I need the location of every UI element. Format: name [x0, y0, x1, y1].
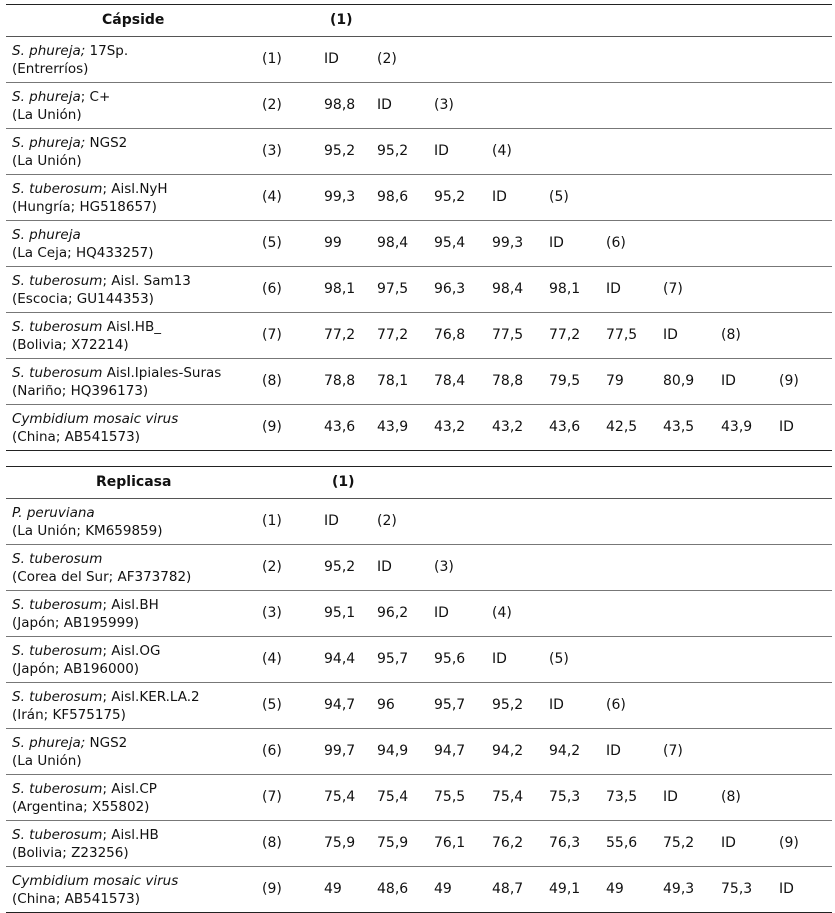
isolate-origin: (China; AB541573) [12, 891, 140, 907]
isolate-label [12, 550, 191, 586]
row-index: (9) [262, 881, 282, 897]
table-row [6, 313, 832, 359]
isolate-origin: (Irán; KF575175) [12, 707, 126, 723]
identity-value: (4) [492, 605, 512, 621]
identity-value: 95,7 [377, 651, 409, 667]
table-title: Cápside [102, 12, 165, 28]
identity-value: 43,2 [434, 419, 466, 435]
identity-value: ID [434, 605, 449, 621]
identity-value: 95,1 [324, 605, 356, 621]
row-index: (5) [262, 235, 282, 251]
identity-value: 95,2 [377, 143, 409, 159]
table-row [6, 775, 832, 821]
table-row [6, 221, 832, 267]
identity-value: ID [606, 281, 621, 297]
identity-value: 49,3 [663, 881, 695, 897]
species-name: S. phureja; [12, 135, 86, 151]
identity-value: ID [492, 189, 507, 205]
species-name: S. tuberosum [12, 551, 103, 567]
species-name: S. tuberosum [12, 319, 103, 335]
identity-value: 99,3 [324, 189, 356, 205]
identity-value: 75,9 [324, 835, 356, 851]
row-index: (6) [262, 743, 282, 759]
row-index: (8) [262, 835, 282, 851]
identity-value: 95,2 [324, 143, 356, 159]
species-name: S. tuberosum [12, 827, 103, 843]
isolate-origin: (La Unión) [12, 107, 82, 123]
table-row [6, 683, 832, 729]
table-row [6, 267, 832, 313]
identity-value: (8) [721, 789, 741, 805]
identity-value: ID [377, 97, 392, 113]
identity-value: ID [549, 235, 564, 251]
isolate-origin: (Corea del Sur; AF373782) [12, 569, 192, 585]
table-row [6, 83, 832, 129]
isolate-origin: (Japón; AB195999) [12, 615, 140, 631]
identity-value: ID [549, 697, 564, 713]
identity-value: 43,5 [663, 419, 695, 435]
capside-table [6, 4, 832, 451]
identity-value: 79,5 [549, 373, 581, 389]
table-title: Replicasa [96, 474, 172, 490]
identity-value: (9) [779, 373, 799, 389]
table-header [6, 466, 832, 499]
isolate-origin: (La Unión) [12, 153, 82, 169]
identity-value: 55,6 [606, 835, 638, 851]
identity-value: (5) [549, 189, 569, 205]
identity-value: 96,3 [434, 281, 466, 297]
isolate-label [12, 88, 110, 124]
identity-value: 77,2 [377, 327, 409, 343]
identity-value: ID [377, 559, 392, 575]
identity-value: 94,7 [434, 743, 466, 759]
identity-value: 75,4 [377, 789, 409, 805]
isolate-label [12, 872, 178, 908]
species-name: P. peruviana [12, 505, 95, 521]
identity-value: 94,2 [492, 743, 524, 759]
identity-value: ID [324, 51, 339, 67]
row-index: (1) [262, 513, 282, 529]
species-name: S. phureja; [12, 735, 86, 751]
isolate-label [12, 826, 159, 862]
identity-value: ID [492, 651, 507, 667]
row-index: (4) [262, 189, 282, 205]
identity-value: 95,6 [434, 651, 466, 667]
identity-value: (4) [492, 143, 512, 159]
identity-value: 96 [377, 697, 395, 713]
identity-value: ID [663, 327, 678, 343]
isolate-label [12, 780, 157, 816]
identity-value: ID [779, 881, 794, 897]
identity-value: 96,2 [377, 605, 409, 621]
identity-value: 49,1 [549, 881, 581, 897]
identity-value: (2) [377, 51, 397, 67]
row-index: (3) [262, 143, 282, 159]
isolate-label [12, 226, 154, 262]
table-body [6, 37, 832, 451]
isolate-label [12, 364, 221, 400]
identity-value: 79 [606, 373, 624, 389]
table-header [6, 4, 832, 37]
identity-value: 94,7 [324, 697, 356, 713]
identity-value: 98,1 [324, 281, 356, 297]
isolate-label [12, 180, 168, 216]
identity-value: 43,6 [324, 419, 356, 435]
identity-value: 98,4 [377, 235, 409, 251]
isolate-origin: (Hungría; HG518657) [12, 199, 157, 215]
identity-value: 42,5 [606, 419, 638, 435]
column-header: (1) [330, 12, 353, 28]
isolate-name: ; Aisl.HB [102, 827, 159, 843]
isolate-origin: (China; AB541573) [12, 429, 140, 445]
species-name: S. tuberosum [12, 597, 103, 613]
identity-value: 94,4 [324, 651, 356, 667]
identity-value: ID [663, 789, 678, 805]
isolate-name: NGS2 [85, 135, 128, 151]
identity-value: 49 [324, 881, 342, 897]
table-row [6, 821, 832, 867]
identity-value: (5) [549, 651, 569, 667]
isolate-origin: (La Unión) [12, 753, 82, 769]
identity-value: 77,2 [549, 327, 581, 343]
species-name: S. phureja [12, 227, 81, 243]
identity-value: (3) [434, 97, 454, 113]
identity-value: 97,5 [377, 281, 409, 297]
species-name: S. tuberosum [12, 643, 103, 659]
table-body [6, 499, 832, 913]
identity-value: 95,2 [492, 697, 524, 713]
isolate-label [12, 642, 160, 678]
isolate-label [12, 318, 161, 354]
isolate-label [12, 734, 127, 770]
identity-value: 95,2 [434, 189, 466, 205]
identity-value: (6) [606, 697, 626, 713]
species-name: Cymbidium mosaic virus [12, 411, 179, 427]
species-name: S. tuberosum [12, 273, 103, 289]
identity-value: 75,2 [663, 835, 695, 851]
identity-value: (6) [606, 235, 626, 251]
isolate-origin: (Entrerríos) [12, 61, 89, 77]
table-row [6, 175, 832, 221]
isolate-origin: (Nariño; HQ396173) [12, 383, 149, 399]
column-header: (1) [332, 474, 355, 490]
table-row [6, 545, 832, 591]
species-name: S. phureja; [12, 43, 86, 59]
species-name: S. tuberosum [12, 689, 103, 705]
identity-value: 78,1 [377, 373, 409, 389]
species-name: S. phureja [12, 89, 81, 105]
table-row [6, 867, 832, 913]
identity-value: 98,1 [549, 281, 581, 297]
identity-value: 76,2 [492, 835, 524, 851]
identity-value: ID [721, 373, 736, 389]
isolate-origin: (Escocia; GU144353) [12, 291, 154, 307]
identity-value: 43,9 [721, 419, 753, 435]
table-row [6, 37, 832, 83]
row-index: (8) [262, 373, 282, 389]
species-name: Cymbidium mosaic virus [12, 873, 179, 889]
identity-value: 78,8 [492, 373, 524, 389]
isolate-name: Aisl.HB_ [102, 319, 161, 335]
isolate-origin: (La Ceja; HQ433257) [12, 245, 154, 261]
identity-value: 76,3 [549, 835, 581, 851]
identity-value: 99 [324, 235, 342, 251]
isolate-name: Aisl.Ipiales-Suras [102, 365, 222, 381]
identity-value: (9) [779, 835, 799, 851]
species-name: S. tuberosum [12, 365, 103, 381]
isolate-name: 17Sp. [85, 43, 129, 59]
identity-value: 95,2 [324, 559, 356, 575]
row-index: (4) [262, 651, 282, 667]
isolate-name: ; Aisl.OG [102, 643, 161, 659]
identity-value: 98,6 [377, 189, 409, 205]
identity-value: 75,3 [549, 789, 581, 805]
table-row [6, 405, 832, 451]
isolate-label [12, 410, 178, 446]
isolate-name: ; Aisl.CP [102, 781, 157, 797]
identity-value: 95,7 [434, 697, 466, 713]
identity-value: 77,5 [606, 327, 638, 343]
identity-value: (7) [663, 743, 683, 759]
identity-value: (8) [721, 327, 741, 343]
isolate-origin: (La Unión; KM659859) [12, 523, 163, 539]
identity-value: 99,7 [324, 743, 356, 759]
identity-value: 43,6 [549, 419, 581, 435]
isolate-label [12, 134, 127, 170]
identity-value: 48,6 [377, 881, 409, 897]
identity-value: 75,3 [721, 881, 753, 897]
identity-value: 77,5 [492, 327, 524, 343]
identity-value: 98,4 [492, 281, 524, 297]
table-row [6, 591, 832, 637]
identity-value: 73,5 [606, 789, 638, 805]
identity-value: 75,4 [492, 789, 524, 805]
table-row [6, 129, 832, 175]
table-row [6, 499, 832, 545]
identity-value: 43,2 [492, 419, 524, 435]
isolate-name: ; Aisl.KER.LA.2 [102, 689, 200, 705]
identity-value: 76,8 [434, 327, 466, 343]
isolate-label [12, 272, 191, 308]
species-name: S. tuberosum [12, 181, 103, 197]
row-index: (5) [262, 697, 282, 713]
table-row [6, 637, 832, 683]
identity-value: ID [779, 419, 794, 435]
identity-value: 76,1 [434, 835, 466, 851]
row-index: (6) [262, 281, 282, 297]
identity-value: 49 [606, 881, 624, 897]
identity-value: 49 [434, 881, 452, 897]
species-name: S. tuberosum [12, 781, 103, 797]
isolate-label [12, 688, 200, 724]
identity-value: (3) [434, 559, 454, 575]
identity-value: (7) [663, 281, 683, 297]
isolate-label [12, 42, 128, 78]
identity-value: 78,8 [324, 373, 356, 389]
replicasa-table [6, 466, 832, 913]
identity-value: 80,9 [663, 373, 695, 389]
isolate-origin: (Bolivia; Z23256) [12, 845, 129, 861]
identity-value: 77,2 [324, 327, 356, 343]
row-index: (9) [262, 419, 282, 435]
identity-value: 78,4 [434, 373, 466, 389]
identity-value: 95,4 [434, 235, 466, 251]
identity-value: (2) [377, 513, 397, 529]
identity-value: ID [606, 743, 621, 759]
row-index: (2) [262, 559, 282, 575]
identity-value: 99,3 [492, 235, 524, 251]
identity-value: ID [434, 143, 449, 159]
isolate-origin: (Japón; AB196000) [12, 661, 140, 677]
isolate-name: ; C+ [80, 89, 111, 105]
table-row [6, 359, 832, 405]
isolate-name: ; Aisl.BH [102, 597, 159, 613]
row-index: (3) [262, 605, 282, 621]
isolate-name: NGS2 [85, 735, 128, 751]
identity-value: ID [721, 835, 736, 851]
isolate-origin: (Argentina; X55802) [12, 799, 150, 815]
row-index: (1) [262, 51, 282, 67]
identity-value: 94,2 [549, 743, 581, 759]
row-index: (7) [262, 789, 282, 805]
identity-value: 75,4 [324, 789, 356, 805]
identity-value: 75,5 [434, 789, 466, 805]
identity-value: 98,8 [324, 97, 356, 113]
identity-value: 75,9 [377, 835, 409, 851]
row-index: (7) [262, 327, 282, 343]
isolate-name: ; Aisl.NyH [102, 181, 168, 197]
identity-value: 43,9 [377, 419, 409, 435]
identity-value: 94,9 [377, 743, 409, 759]
row-index: (2) [262, 97, 282, 113]
identity-value: 48,7 [492, 881, 524, 897]
isolate-name: ; Aisl. Sam13 [102, 273, 191, 289]
isolate-label [12, 596, 159, 632]
isolate-origin: (Bolivia; X72214) [12, 337, 129, 353]
isolate-label [12, 504, 163, 540]
identity-value: ID [324, 513, 339, 529]
table-row [6, 729, 832, 775]
